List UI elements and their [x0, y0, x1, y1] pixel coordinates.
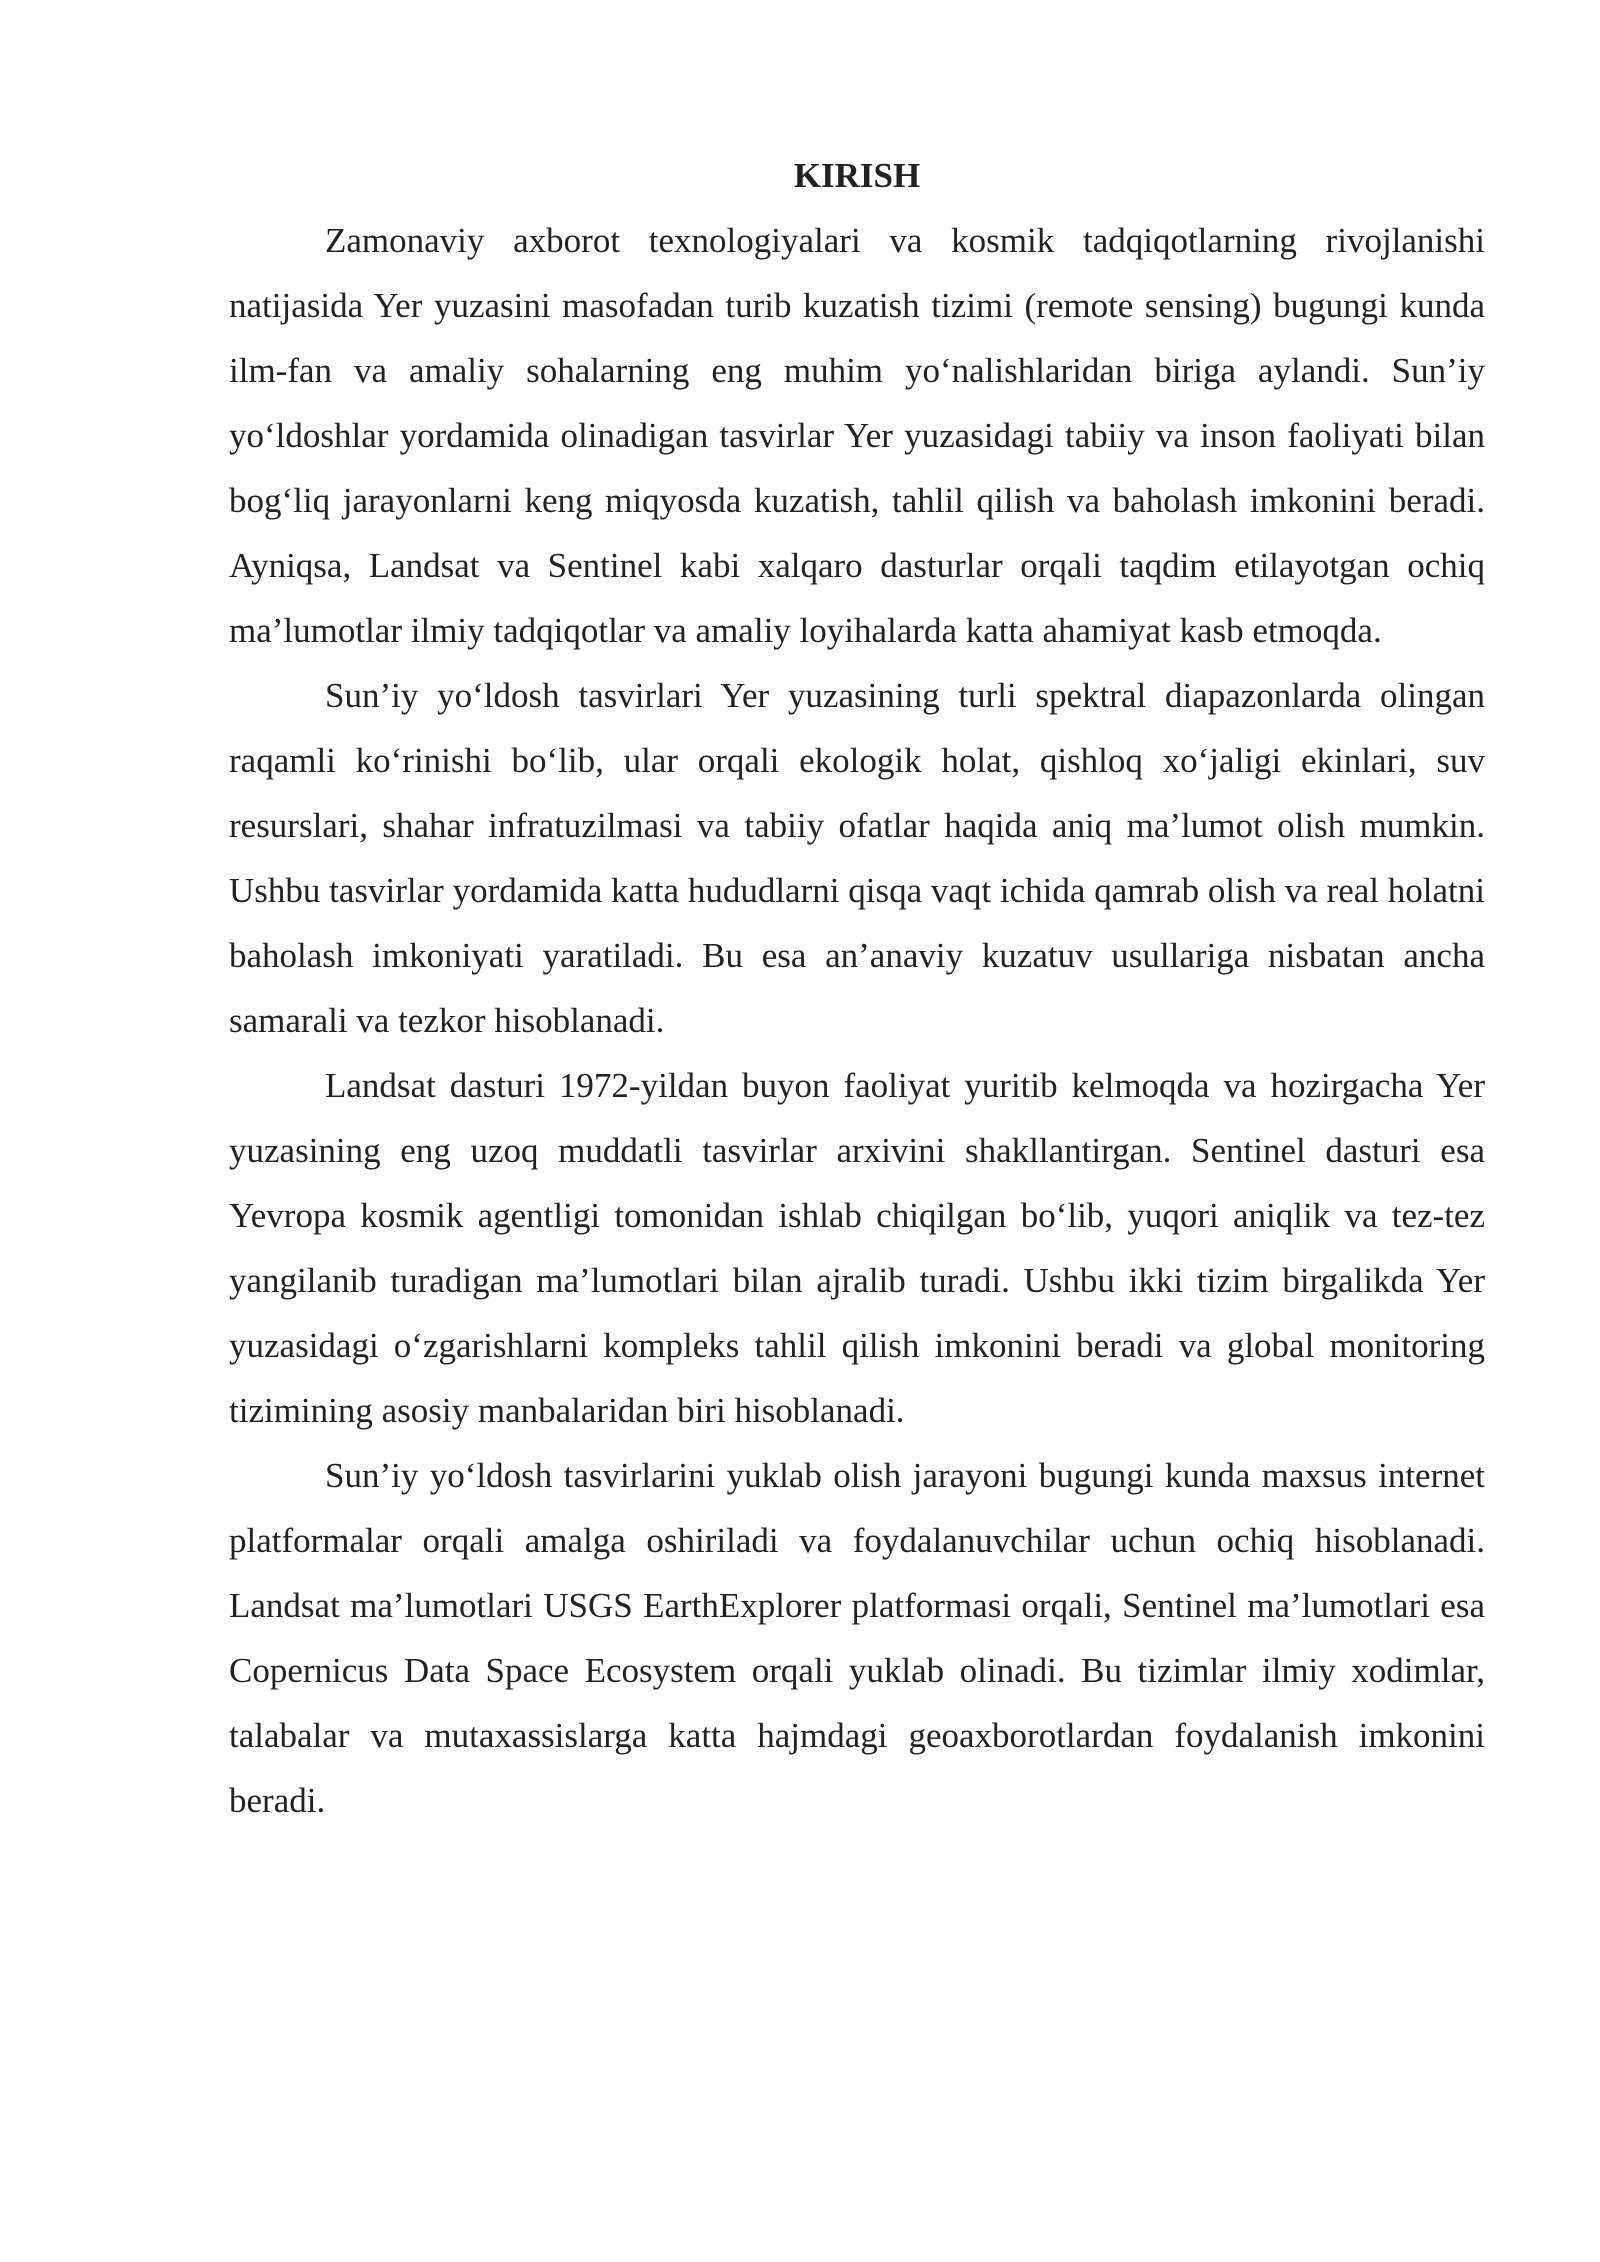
paragraph-4: Sun’iy yo‘ldosh tasvirlarini yuklab olish jarayoni bugungi kunda maxsus internet platformalar orqali amalga oshiriladi va foydalanuvchilar uchun ochiq hisoblanadi. Landsat ma’lumotlari USGS EarthExplorer platformasi orqali, Sentinel ma’lumotlari esa Copernicus Data Space Ecosystem orqali yuklab olinadi. Bu tizimlar ilmiy xodimlar, talabalar va mutaxassislarga katta hajmdagi geoaxborotlardan foydalanish imkonini beradi. — [229, 1456, 1485, 1820]
paragraph-1: Zamonaviy axborot texnologiyalari va kosmik tadqiqotlarning rivojlanishi natijasida Yer yuzasini masofadan turib kuzatish tizimi (remote sensing) bugungi kunda ilm-fan va amaliy sohalarning eng muhim yo‘nalishlaridan biriga aylandi. Sun’iy yo‘ldoshlar yordamida olinadigan tasvirlar Yer yuzasidagi tabiiy va inson faoliyati bilan bog‘liq jarayonlarni keng miqyosda kuzatish, tahlil qilish va baholash imkonini beradi. Ayniqsa, Landsat va Sentinel kabi xalqaro dasturlar orqali taqdim etilayotgan ochiq ma’lumotlar ilmiy tadqiqotlar va amaliy loyihalarda katta ahamiyat kasb etmoqda. — [229, 221, 1485, 650]
page-title: KIRISH — [793, 156, 921, 195]
paragraph-3: Landsat dasturi 1972-yildan buyon faoliyat yuritib kelmoqda va hozirgacha Yer yuzasining eng uzoq muddatli tasvirlar arxivini shakllantirgan. Sentinel dasturi esa Yevropa kosmik agentligi tomonidan ishlab chiqilgan bo‘lib, yuqori aniqlik va tez-tez yangilanib turadigan ma’lumotlari bilan ajralib turadi. Ushbu ikki tizim birgalikda Yer yuzasidagi o‘zgarishlarni kompleks tahlil qilish imkonini beradi va global monitoring tizimining asosiy manbalaridan biri hisoblanadi. — [229, 1066, 1485, 1430]
page-content — [229, 143, 1485, 1833]
paragraph-2: Sun’iy yo‘ldosh tasvirlari Yer yuzasining turli spektral diapazonlarda olingan raqamli ko‘rinishi bo‘lib, ular orqali ekologik holat, qishloq xo‘jaligi ekinlari, suv resurslari, shahar infratuzilmasi va tabiiy ofatlar haqida aniq ma’lumot olish mumkin. Ushbu tasvirlar yordamida katta hududlarni qisqa vaqt ichida qamrab olish va real holatni baholash imkoniyati yaratiladi. Bu esa an’anaviy kuzatuv usullariga nisbatan ancha samarali va tezkor hisoblanadi. — [229, 676, 1485, 1040]
